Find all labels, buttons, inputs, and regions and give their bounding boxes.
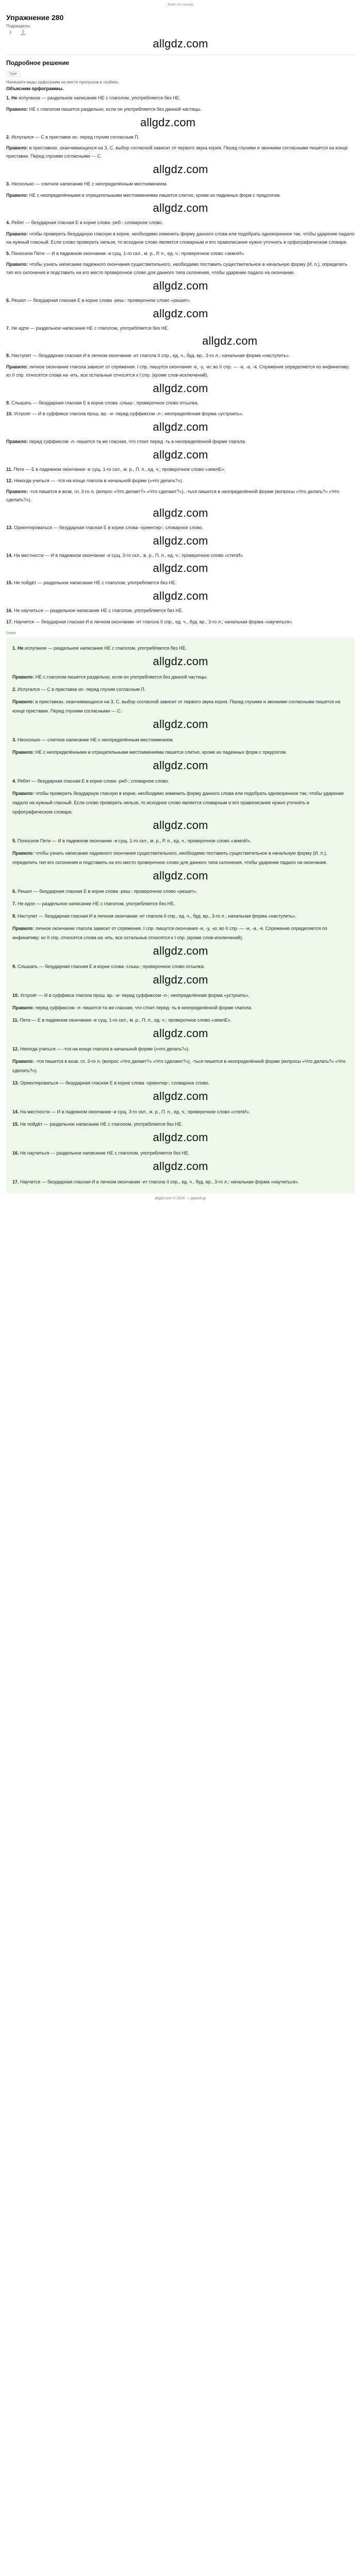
answer-item: 4. Ребят — безударная гласная Е в корне слова -реб-; словарное слово. (12, 778, 169, 784)
solution-item: 15. Не пойдёт — раздельное написание НЕ с глаголом, употребляется без НЕ. (6, 580, 177, 586)
answer-item: 16. Не научиться — раздельное написание НЕ с глаголом, употребляется без НЕ. (12, 1150, 190, 1156)
watermark: allgdz.com (153, 717, 208, 731)
pager-item-1[interactable]: 1 (9, 30, 12, 35)
watermark: allgdz.com (153, 869, 208, 882)
watermark: allgdz.com (153, 1026, 208, 1040)
watermark: allgdz.com (153, 758, 208, 772)
solution-rule: Правило: перед суффиксом -л- пишется та же гласная, что стоит перед -ть в неопределённой форме глагола. (6, 439, 247, 444)
solution-block (6, 94, 355, 626)
answer-item: 10. Устроят — И в суффиксе глагола прош. вр. -и- перед суффиксом -л-; неопределённая форма «устроить». (12, 992, 250, 998)
solution-rule: Правило: чтобы проверить безударную гласную в корне, необходимо изменить форму данного слова или подобрать однокоренное так, чтобы ударение падало на нужный гласный. Если слово проверить нельзя, то исходное слово является словарным и его правописание нужно уточнять в орфографическом словаре. (6, 231, 355, 245)
answer-rule: Правило: личное окончание глагола зависит от спряжения. I спр. пишутся окончания -е, -у, -ю; во II спр. — -и, -а, -я. Спряжение определяется по инфинитиву: ко II спр. относятся слова на -ить, все остальные относятся к I спр. (кроме слов-исключений). (12, 925, 327, 940)
footer: allgdz.com © 2024 · г. домой.ру (155, 1196, 206, 1200)
answer-item: 14. На местности — И в падежном окончании -и сущ. 3-го скл., ж. р., П. п., ед. ч.; проверочное слово «степИ». (12, 1109, 251, 1114)
watermark: allgdz.com (153, 1130, 208, 1144)
solution-rule: Правило: НЕ с глаголом пишется раздельно, если он употребляется без данной частицы. (6, 106, 202, 112)
answer-item: 1. Не испуганое — раздельное написание НЕ с глаголом, употребляется без НЕ. (12, 645, 187, 651)
watermark: allgdz.com (140, 115, 196, 129)
solution-item: 9. Слышать — безударная гласная Е в корне слова -слыш-; проверочное слово отсылка. (6, 400, 199, 405)
watermark: allgdz.com (153, 589, 208, 602)
watermark: allgdz.com (153, 562, 208, 575)
solution-rule: Правило: в приставках, оканчивающихся на З, С, выбор согласной зависит от первого звука корня. Перед глухими и звонкими согласными пишется на конце приставки. Перед глухими согласными — С. (6, 145, 348, 159)
answer-item: 2. Испугался — С в приставке ис- перед глухим согласным П. (12, 686, 146, 692)
solution-item: 10. Устроят — И в суффиксе глагола прош. вр. -и- перед суффиксом -л-; неопределённая форма «устроить». (6, 411, 243, 417)
answer-item: 13. Ориентироваться — безударная гласная Е в корне слова -ориентир-; словарное слово. (12, 1080, 210, 1086)
solution-item: 3. Несколько — слитное написание НЕ с неопределённым местоимением. (6, 181, 168, 187)
answer-item: 5. Поносили Пети — И в падежном окончании -и сущ. 1-го скл., м. р., Р. п., ед. ч.; проверочное слово «землИ». (12, 838, 251, 843)
solution-item: 11. Пети — Е в падежном окончании -е сущ. 1-го скл., м. р., П. п., ед. ч.; проверочное слово «землЕ». (6, 466, 225, 472)
solution-rule: Правило: чтобы узнать написание падежного окончания существительного, необходимо поставить существительное в начальную форму (И. п.), определить тип его склонения и подставить на его место проверочное слово для данного типа склонения, чтобы ударение падало на окончание. (6, 262, 348, 275)
answer-item: 12. Некогда учиться — -тся на конце глагола в начальной форме («что делать?»). (12, 1046, 190, 1052)
solution-item: 14. На местности — И в падежном окончании -и сущ. 3-го скл., ж. р., П. п., ед. ч.; проверочное слово «степИ». (6, 552, 244, 558)
watermark: allgdz.com (153, 162, 208, 176)
solution-item: 12. Некогда учиться — -тся на конце глагола в начальной форме («что делать?»). (6, 478, 184, 483)
watermark: allgdz.com (153, 420, 208, 433)
solution-item: 8. Наступит — безударная гласная И в личном окончании -ит глагола II спр., ед. ч., буд. вр., 3-го л.; начальная форма «наступить». (6, 353, 290, 359)
detailed-solution-title: Подробное решение (6, 59, 70, 66)
answer-item: 11. Пети — Е в падежном окончании -е сущ. 1-го скл., м. р., П. п., ед. ч.; проверочное слово «землЕ». (12, 1017, 232, 1023)
answer-item: 3. Несколько — слитное написание НЕ с неопределённым местоимением. (12, 737, 174, 742)
solution-rule: Правило: -тся пишется в возв. гл. 3-го л. (вопрос «Что делает?» «Что сделают?»), -ться пишется в неопределённой форме (вопросы «Что делать?» «Что сделать?»). (6, 489, 339, 502)
answer-item: 9. Слышать — безударная гласная Е в корне слова -слыш-; проверочное слово отсылка. (12, 963, 205, 969)
solution-item: 16. Не научиться — раздельное написание НЕ с глаголом, употребляется без НЕ. (6, 608, 184, 613)
watermark: allgdz.com (153, 279, 208, 292)
watermark: allgdz.com (153, 1089, 208, 1103)
watermark: allgdz.com (153, 654, 208, 668)
watermark: allgdz.com (153, 307, 208, 320)
solution-item: 6. Решил — безударная гласная Е в корне слова -реш-; проверочное слово «решит». (6, 297, 191, 303)
site-header: Файл не скачан (167, 3, 194, 7)
watermark: allgdz.com (153, 1159, 208, 1173)
watermark: allgdz.com (153, 506, 208, 519)
watermark: allgdz.com (153, 201, 208, 215)
pager (9, 30, 355, 35)
source-chip: Гдзи (6, 71, 20, 77)
page (0, 0, 361, 1200)
solution-rule: Правило: НЕ с неопределёнными и отрицательными местоимениями пишется слитно, кроме их падежных форм с предлогом. (6, 192, 281, 198)
watermark: allgdz.com (153, 944, 208, 957)
answer-rule: Правило: НЕ с неопределёнными и отрицательными местоимениями пишется слитно, кроме их падежных форм с предлогом. (12, 749, 287, 755)
answer-rule: Правило: чтобы узнать написание падежного окончания существительного, необходимо поставить существительное в начальную форму (И. п.), определить тип его склонения и подставить на его место проверочное слово для данного типа склонения, чтобы ударение падало на окончание. (12, 850, 328, 865)
answer-item: 17. Научится — безударная гласная И в личном окончании -ит глагола II спр., ед. ч., буд. вр., 3-го л.; начальная форма «научиться». (12, 1179, 300, 1184)
watermark: allgdz.com (202, 334, 258, 348)
answer-item: 8. Наступит — безударная гласная И в личном окончании -ит глагола II спр., ед. ч., буд. вр., 3-го л.; начальная форма «наступить». (12, 913, 297, 919)
solution-item: 2. Испугался — С в приставке ис- перед глухим согласным П. (6, 134, 140, 140)
watermark: allgdz.com (153, 818, 208, 832)
solution-item: 5. Поносили Пети — И в падежном окончании -и сущ. 1-го скл., м. р., Р. п., ед. ч.; проверочное слово «землИ». (6, 250, 245, 256)
answer-item: 15. Не пойдёт — раздельное написание НЕ с глаголом, употребляется без НЕ. (12, 1121, 183, 1127)
answer-rule: Правило: чтобы проверить безударную гласную в корне, необходимо изменить форму данного слова или подобрать однокоренное так, чтобы ударение падало на нужный гласный. Если слово проверить нельзя, то исходное слово является словарным и его правописание нужно уточнять в орфографическом словаре. (12, 790, 344, 815)
watermark: allgdz.com (153, 381, 208, 395)
solution-rule: Правило: личное окончание глагола зависит от спряжения. I спр. пишутся окончания -е, -у, -ю; во II спр. — -и, -а, -я. Спряжение определяется по инфинитиву: ко II спр. относятся слова на -ить, все остальные относятся к I спр. (кроме слов-исключений). (6, 364, 350, 378)
page-title: Упражнение 280 (6, 13, 64, 22)
watermark: allgdz.com (153, 448, 208, 461)
answer-rule: Правило: НЕ с глаголом пишется раздельно, если он употребляется без данной частицы. (12, 674, 208, 680)
watermark: allgdz.com (153, 37, 208, 50)
pager-item-2[interactable]: 2 (22, 30, 24, 35)
solution-item: 7. Не идти — раздельное написание НЕ с глаголом, употребляется без НЕ. (6, 325, 169, 331)
watermark: allgdz.com (153, 534, 208, 547)
answer-item: 7. Не идти — раздельное написание НЕ с глаголом, употребляется без НЕ. (12, 901, 175, 906)
subsections-label: Подразделы (6, 24, 30, 28)
explain-label: Объясним орфограммы. (6, 86, 64, 91)
answer-rule: Правило: в приставках, оканчивающихся на З, С, выбор согласной зависит от первого звука корня. Перед глухими и звонкими согласными пишется на конце приставки. Перед глухими согласными — С. (12, 699, 340, 714)
solution-item: 4. Ребят — безударная гласная Е в корне слова -реб-; словарное слово. (6, 220, 163, 226)
solution-item: 17. Научится — безударная гласная И в личном окончании -ит глагола II спр., ед. ч., буд. вр., 3-го л.; начальная форма «научиться». (6, 619, 293, 624)
answer-box (6, 637, 355, 1194)
watermark: allgdz.com (153, 973, 208, 986)
answer-label: Ответ (6, 631, 17, 635)
answer-rule: Правило: перед суффиксом -л- пишется та же гласная, что стоит перед -ть в неопределённой форме глагола. (12, 1005, 253, 1010)
answer-rule: Правило: -тся пишется в возв. гл. 3-го л. (вопрос «Что делает?» «Что сделают?»), -ться пишется в неопределённой форме (вопросы «Что делать?» «Что сделать?»). (12, 1058, 346, 1073)
solution-item: 1. Не испуганое — раздельное написание НЕ с глаголом, употребляется без НЕ. (6, 95, 181, 100)
instruction: Напишите виды орфограмм на месте пропусков в скобках. (6, 80, 120, 84)
answer-item: 6. Решил — безударная гласная Е в корне слова -реш-; проверочное слово «решит». (12, 888, 198, 894)
solution-item: 13. Ориентироваться — безударная гласная Е в корне слова -ориентир-; словарное слово. (6, 524, 204, 530)
